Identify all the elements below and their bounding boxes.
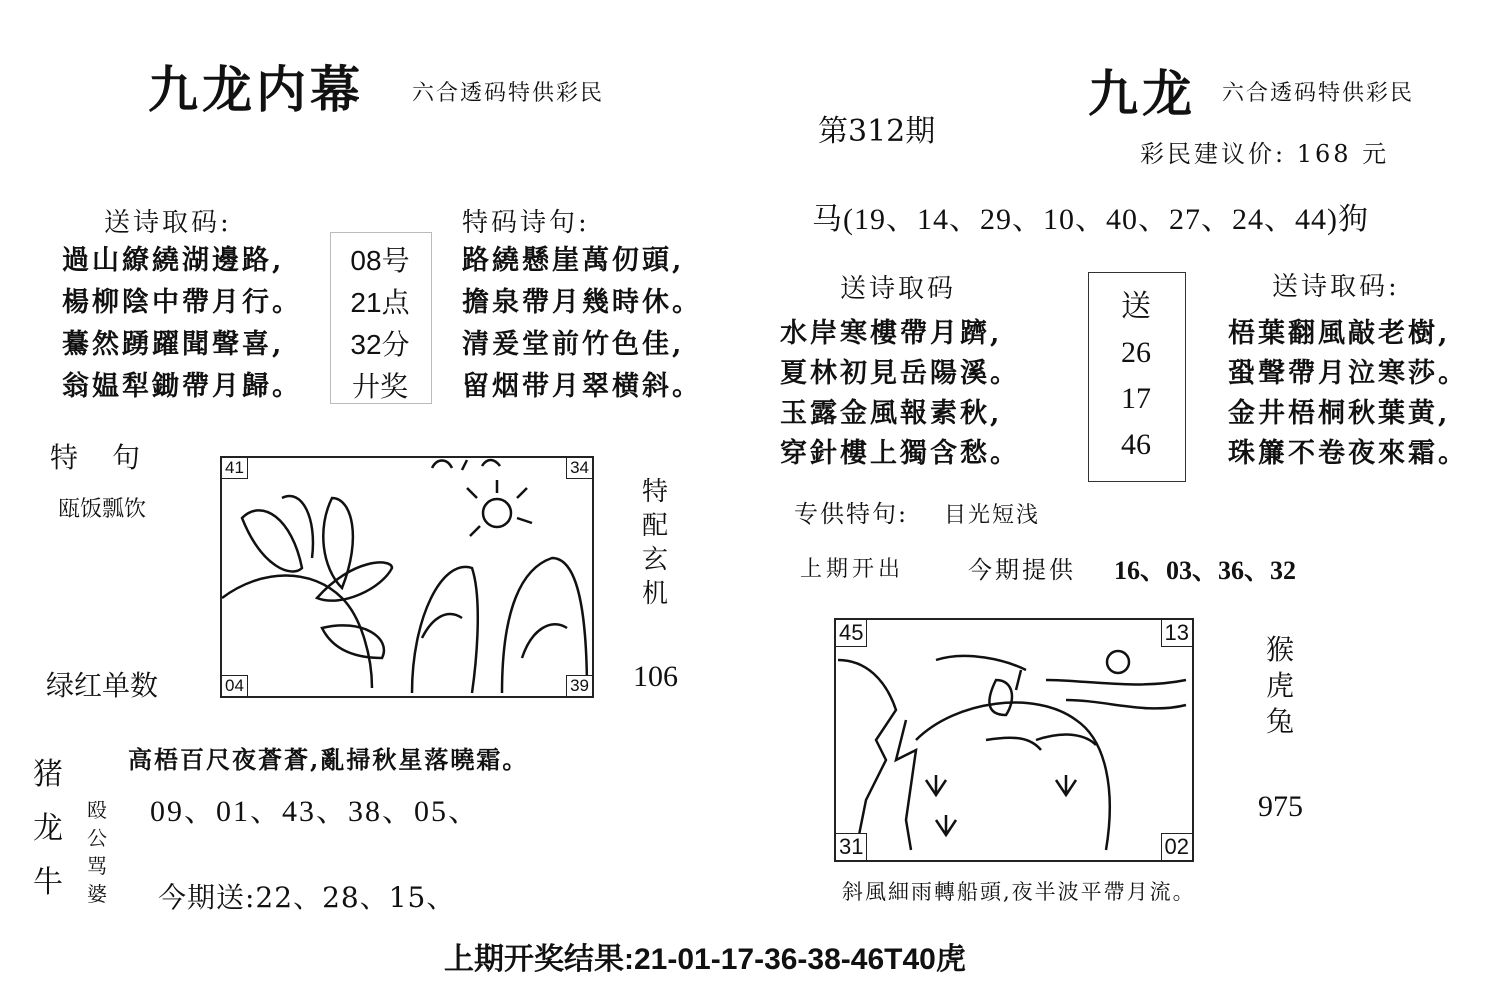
right-send-values [1088,284,1184,468]
zodiac-char: 猴 [1265,633,1294,666]
corner-number: 02 [1161,833,1192,860]
left-special-value: 瓯饭瓢饮 [58,497,147,522]
left-zodiac-column [28,748,68,910]
zodiac-char: 兔 [1265,705,1294,738]
right-poem-b [1228,314,1468,474]
left-vertical-tag: 特配玄机 [641,477,668,609]
left-small-column [84,796,110,908]
hint-line: 08号 [350,245,410,276]
right-caption: 斜風細雨轉船頭,夜半波平帶月流。 [842,880,1196,904]
poem-line: 翁媪犁鋤帶月歸。 [62,371,302,402]
right-sketch-image [834,618,1194,862]
left-poem-b-heading: 特码诗句: [462,208,590,238]
left-number-row: 09、01、43、38、05、 [150,795,480,828]
right-poem-b-heading: 送诗取码: [1272,272,1400,302]
poem-line: 珠簾不卷夜來霜。 [1228,438,1468,469]
poem-line: 清爰堂前竹色佳, [462,329,685,360]
poem-line: 蛩聲帶月泣寒莎。 [1228,358,1468,389]
poem-line: 路繞懸崖萬仞頭, [462,245,685,276]
zodiac-char: 牛 [33,865,63,900]
poem-line: 水岸寒樓帶月躋, [780,318,1003,349]
poem-line: 玉露金風報素秋, [780,398,1003,429]
poem-line: 留烟带月翠横斜。 [462,371,702,402]
right-zodiac-vertical [1260,632,1300,740]
right-poem-a-heading: 送诗取码 [840,274,957,304]
left-side-number: 106 [633,660,678,693]
left-title: 九龙内幕 [148,60,364,119]
left-poem-a-heading: 送诗取码: [104,208,232,238]
left-hint-values [330,240,430,408]
small-char: 殴 [87,798,107,822]
price: 彩民建议价: 168 元 [1140,140,1390,168]
left-special-label: 特 句 [50,441,144,474]
corner-number: 45 [836,620,867,647]
prev-label: 上期开出 [800,557,905,582]
right-title: 九龙 [1088,64,1196,123]
corner-number: 31 [836,833,867,860]
zodiac-char: 猪 [33,757,63,792]
send-item: 送 [1121,290,1151,323]
small-char: 公 [87,826,107,850]
poem-line: 金井梧桐秋葉黄, [1228,398,1451,429]
send-item: 17 [1121,382,1151,415]
right-special-value: 目光短浅 [944,503,1041,528]
issue-number: 第312期 [818,114,936,149]
corner-number: 04 [222,675,248,696]
plant-sun-sketch [222,458,592,696]
small-char: 婆 [87,882,107,906]
zodiac-char: 虎 [1265,669,1294,702]
corner-number: 34 [566,458,592,479]
poem-line: 楊柳陰中帶月行。 [62,287,302,318]
right-special-label: 专供特句: [794,500,909,528]
left-poem-b [462,240,702,408]
left-sketch-image [220,456,594,698]
right-poem-a [780,314,1020,474]
right-subtitle: 六合透码特供彩民 [1222,81,1415,106]
corner-number: 39 [566,675,592,696]
left-subtitle: 六合透码特供彩民 [412,81,605,106]
send-item: 26 [1121,336,1151,369]
hint-line: 21点 [350,287,410,318]
poem-line: 梧葉翻風敲老樹, [1228,318,1451,349]
poem-line: 過山繚繞湖邊路, [62,245,285,276]
hill-sun-sketch [836,620,1192,860]
hint-line: 廾奖 [351,371,408,402]
hint-line: 32分 [350,329,410,360]
left-green-red: 绿红单数 [46,669,159,702]
zodiac-char: 龙 [33,811,63,846]
poem-line: 擔泉帶月幾時休。 [462,287,702,318]
provide-numbers: 16、03、36、32 [1114,556,1297,585]
provide-label: 今期提供 [968,556,1076,584]
small-char: 骂 [87,854,107,878]
poem-line: 驀然踴躍聞聲喜, [62,329,285,360]
corner-number: 13 [1161,620,1192,647]
send-item: 46 [1121,428,1151,461]
left-bottom-line: 高梧百尺夜蒼蒼,亂掃秋星落曉霜。 [128,745,529,774]
left-send-row: 今期送:22、28、15、 [158,881,456,914]
right-number-line: 马(19、14、29、10、40、27、24、44)狗 [812,203,1369,236]
left-poem-a [62,240,302,408]
footer-result: 上期开奖结果:21-01-17-36-38-46T40虎 [444,943,966,976]
poem-line: 穿針樓上獨含愁。 [780,438,1020,469]
corner-number: 41 [222,458,248,479]
poem-line: 夏林初見岳陽溪。 [780,358,1020,389]
right-side-number: 975 [1258,790,1303,823]
